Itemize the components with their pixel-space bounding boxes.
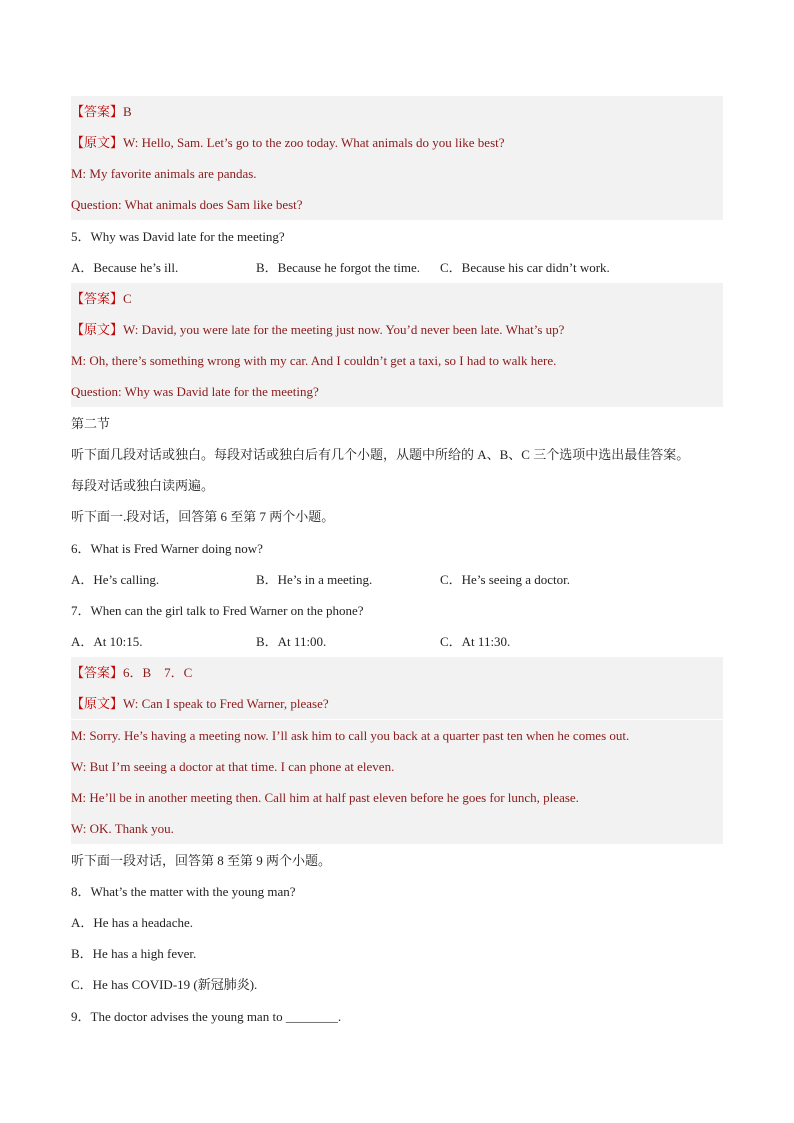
option-b: B．He’s in a meeting.	[256, 572, 373, 587]
question-5-options	[71, 252, 723, 283]
transcript-text: W: Hello, Sam. Let’s go to the zoo today. What animals do you like best?	[123, 135, 505, 150]
question-5: 5．Why was David late for the meeting?	[71, 229, 285, 244]
option-b: B．Because he forgot the time.	[256, 260, 421, 275]
option-c: C．At 11:30.	[440, 634, 511, 649]
option-a: A．He’s calling.	[71, 572, 160, 587]
answer-line	[71, 283, 723, 314]
transcript-line: W: OK. Thank you.	[71, 813, 723, 844]
option-b: B．At 11:00.	[256, 634, 327, 649]
answer-tag: 【答案】	[71, 665, 124, 680]
option-b: B．He has a high fever.	[71, 946, 197, 961]
section-instructions: 听下面几段对话或独白。每段对话或独白后有几个小题，从题中所给的 A、B、C 三个选项中选出最佳答案。	[71, 447, 690, 462]
transcript-tag: 【原文】	[71, 135, 124, 150]
transcript-text: W: Can I speak to Fred Warner, please?	[123, 696, 329, 711]
answer-value: C	[123, 291, 132, 306]
question-7: 7．When can the girl talk to Fred Warner on the phone?	[71, 603, 364, 618]
transcript-line: M: My favorite animals are pandas.	[71, 158, 723, 189]
transcript-line: Question: What animals does Sam like best?	[71, 189, 723, 220]
transcript-tag: 【原文】	[71, 322, 124, 337]
answer-tag: 【答案】	[71, 104, 124, 119]
transcript-tag: 【原文】	[71, 696, 124, 711]
answer-line	[71, 657, 723, 688]
transcript-line: M: He’ll be in another meeting then. Call him at half past eleven before he goes for lunch, please.	[71, 782, 723, 813]
answer-value: B	[123, 104, 132, 119]
option-a: A．He has a headache.	[71, 915, 193, 930]
section-instructions-2: 每段对话或独白读两遍。	[71, 478, 215, 493]
option-a: A．Because he’s ill.	[71, 260, 179, 275]
option-c: C．He’s seeing a doctor.	[440, 572, 570, 587]
transcript-line	[71, 688, 723, 719]
dialogue-intro: 听下面一段对话，回答第 8 至第 9 两个小题。	[71, 853, 332, 868]
transcript-line: W: But I’m seeing a doctor at that time. I can phone at eleven.	[71, 751, 723, 782]
answer-value: 6．B 7．C	[123, 665, 193, 680]
answer-tag: 【答案】	[71, 291, 124, 306]
question-6-options	[71, 564, 723, 595]
transcript-line: M: Oh, there’s something wrong with my car. And I couldn’t get a taxi, so I had to walk here.	[71, 345, 723, 376]
question-7-options	[71, 626, 723, 657]
transcript-line: Question: Why was David late for the meeting?	[71, 376, 723, 407]
option-c: C．Because his car didn’t work.	[440, 260, 610, 275]
option-c: C．He has COVID-19 (新冠肺炎).	[71, 977, 258, 992]
transcript-line: M: Sorry. He’s having a meeting now. I’ll ask him to call you back at a quarter past ten when he comes out.	[71, 720, 723, 751]
transcript-line	[71, 314, 723, 345]
answer-line	[71, 96, 723, 127]
option-a: A．At 10:15.	[71, 634, 143, 649]
dialogue-intro: 听下面一.段对话，回答第 6 至第 7 两个小题。	[71, 509, 335, 524]
transcript-text: W: David, you were late for the meeting just now. You’d never been late. What’s up?	[123, 322, 565, 337]
question-8: 8．What’s the matter with the young man?	[71, 884, 296, 899]
transcript-line	[71, 127, 723, 158]
question-9: 9．The doctor advises the young man to ________.	[71, 1009, 342, 1024]
section-title: 第二节	[71, 416, 111, 431]
question-6: 6．What is Fred Warner doing now?	[71, 541, 263, 556]
